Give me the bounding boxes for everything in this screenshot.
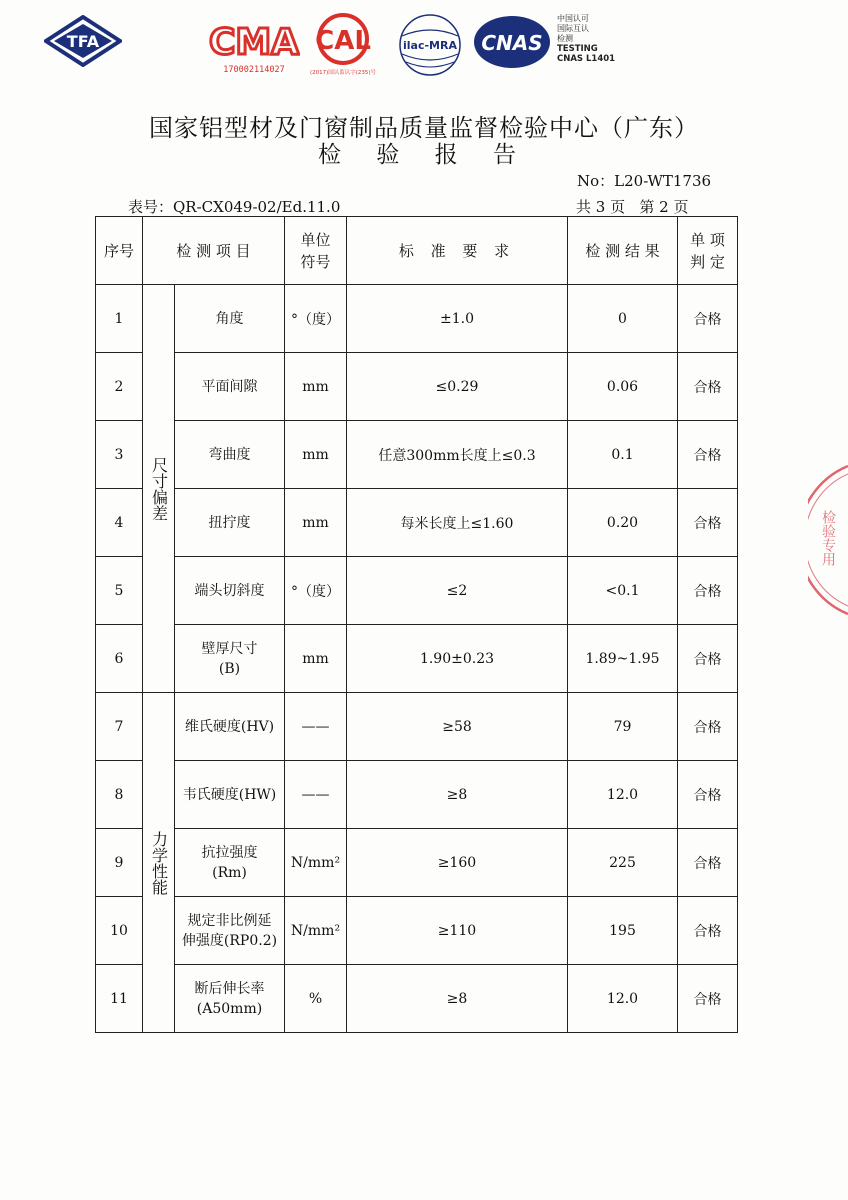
table-row: [96, 693, 738, 761]
cell-seq: 8: [96, 761, 143, 829]
cell-seq: 6: [96, 625, 143, 693]
cell-standard: ≥160: [347, 829, 568, 897]
cell-item: 规定非比例延 伸强度(RP0.2): [175, 897, 285, 965]
cell-item: 壁厚尺寸 (B): [175, 625, 285, 693]
cell-result: 1.89~1.95: [568, 625, 678, 693]
report-title: 国家铝型材及门窗制品质量监督检验中心（广东）: [149, 114, 699, 142]
cell-category: 尺寸偏差: [143, 285, 175, 693]
cell-seq: 1: [96, 285, 143, 353]
cell-unit: ——: [285, 693, 347, 761]
cell-result: 12.0: [568, 761, 678, 829]
cell-unit: °（度）: [285, 285, 347, 353]
cell-unit: °（度）: [285, 557, 347, 625]
cell-unit: mm: [285, 489, 347, 557]
cell-seq: 4: [96, 489, 143, 557]
cell-judgement: 合格: [678, 965, 738, 1033]
cell-result: <0.1: [568, 557, 678, 625]
cell-standard: ≥8: [347, 761, 568, 829]
table-row: [96, 965, 738, 1033]
table-row: [96, 489, 738, 557]
cell-seq: 7: [96, 693, 143, 761]
table-header-row: [96, 217, 738, 285]
tfa-logo: [44, 15, 122, 67]
header-judgement: 单 项 判 定: [678, 217, 738, 285]
table-row: [96, 285, 738, 353]
cell-judgement: 合格: [678, 761, 738, 829]
table-row: [96, 897, 738, 965]
table-row: [96, 353, 738, 421]
header-seq: 序号: [96, 217, 143, 285]
cell-standard: 任意300mm长度上≤0.3: [347, 421, 568, 489]
report-subtitle: 检 验 报 告: [318, 142, 530, 168]
cell-item: 抗拉强度 (Rm): [175, 829, 285, 897]
cell-standard: ≤0.29: [347, 353, 568, 421]
cell-result: 12.0: [568, 965, 678, 1033]
cell-standard: ±1.0: [347, 285, 568, 353]
cnas-line: 检测: [557, 34, 573, 43]
cnas-line: 中国认可: [557, 14, 589, 23]
table-row: [96, 625, 738, 693]
cell-standard: 1.90±0.23: [347, 625, 568, 693]
cell-result: 0.06: [568, 353, 678, 421]
cnas-line: CNAS L1401: [557, 54, 616, 64]
header-standard: 标 准 要 求: [347, 217, 568, 285]
header-unit: 单位符号: [285, 217, 347, 285]
cell-unit: mm: [285, 625, 347, 693]
cell-standard: ≥8: [347, 965, 568, 1033]
cnas-line: TESTING: [557, 44, 598, 54]
cell-judgement: 合格: [678, 897, 738, 965]
cell-item: 韦氏硬度(HW): [175, 761, 285, 829]
inspection-stamp: [808, 460, 848, 620]
cnas-caption: [557, 14, 615, 64]
ilac-mra-logo: [395, 12, 465, 78]
cma-code: 170002114027: [223, 65, 285, 75]
inspection-table: [95, 216, 738, 1033]
cell-unit: N/mm²: [285, 829, 347, 897]
cell-unit: ——: [285, 761, 347, 829]
header-result: 检 测 结 果: [568, 217, 678, 285]
cell-item: 角度: [175, 285, 285, 353]
cell-result: 225: [568, 829, 678, 897]
cal-code: (2017)国认监认字(235)号: [309, 70, 377, 76]
cell-result: 0: [568, 285, 678, 353]
cell-standard: 每米长度上≤1.60: [347, 489, 568, 557]
table-row: [96, 421, 738, 489]
cell-seq: 10: [96, 897, 143, 965]
cnas-text: CNAS: [481, 31, 543, 55]
cell-result: 0.20: [568, 489, 678, 557]
cell-item: 断后伸长率 (A50mm): [175, 965, 285, 1033]
cal-logo: [306, 12, 380, 78]
cell-unit: N/mm²: [285, 897, 347, 965]
cell-unit: mm: [285, 353, 347, 421]
certification-logos: [0, 0, 848, 90]
cell-unit: %: [285, 965, 347, 1033]
header-item: 检 测 项 目: [143, 217, 285, 285]
cell-judgement: 合格: [678, 829, 738, 897]
cell-judgement: 合格: [678, 421, 738, 489]
cell-item: 平面间隙: [175, 353, 285, 421]
cell-judgement: 合格: [678, 557, 738, 625]
cell-judgement: 合格: [678, 625, 738, 693]
cell-seq: 5: [96, 557, 143, 625]
cnas-line: 国际互认: [557, 24, 589, 33]
page-indicator: 共 3 页 第 2 页: [576, 198, 689, 216]
report-number: No：L20-WT1736: [577, 172, 712, 190]
cell-standard: ≥110: [347, 897, 568, 965]
cell-standard: ≥58: [347, 693, 568, 761]
cell-judgement: 合格: [678, 285, 738, 353]
table-row: [96, 557, 738, 625]
cell-result: 79: [568, 693, 678, 761]
cell-seq: 11: [96, 965, 143, 1033]
cell-seq: 3: [96, 421, 143, 489]
cell-item: 弯曲度: [175, 421, 285, 489]
cell-judgement: 合格: [678, 353, 738, 421]
cma-text: CMA: [208, 22, 300, 63]
cell-item: 端头切斜度: [175, 557, 285, 625]
cell-result: 195: [568, 897, 678, 965]
form-number: 表号：QR-CX049-02/Ed.11.0: [128, 198, 341, 216]
cell-standard: ≤2: [347, 557, 568, 625]
cal-text: CAL: [315, 26, 371, 56]
tfa-text: TFA: [66, 32, 100, 51]
cell-judgement: 合格: [678, 693, 738, 761]
stamp-text: 检验专用: [820, 510, 836, 566]
cell-category: 力学性能: [143, 693, 175, 1033]
ilac-text: ilac-MRA: [403, 39, 457, 52]
cell-seq: 9: [96, 829, 143, 897]
table-row: [96, 829, 738, 897]
table-row: [96, 761, 738, 829]
cell-judgement: 合格: [678, 489, 738, 557]
cma-logo: [208, 14, 300, 76]
cell-seq: 2: [96, 353, 143, 421]
cell-unit: mm: [285, 421, 347, 489]
cell-item: 扭拧度: [175, 489, 285, 557]
cell-item: 维氏硬度(HV): [175, 693, 285, 761]
cnas-logo: [472, 14, 552, 70]
cell-result: 0.1: [568, 421, 678, 489]
